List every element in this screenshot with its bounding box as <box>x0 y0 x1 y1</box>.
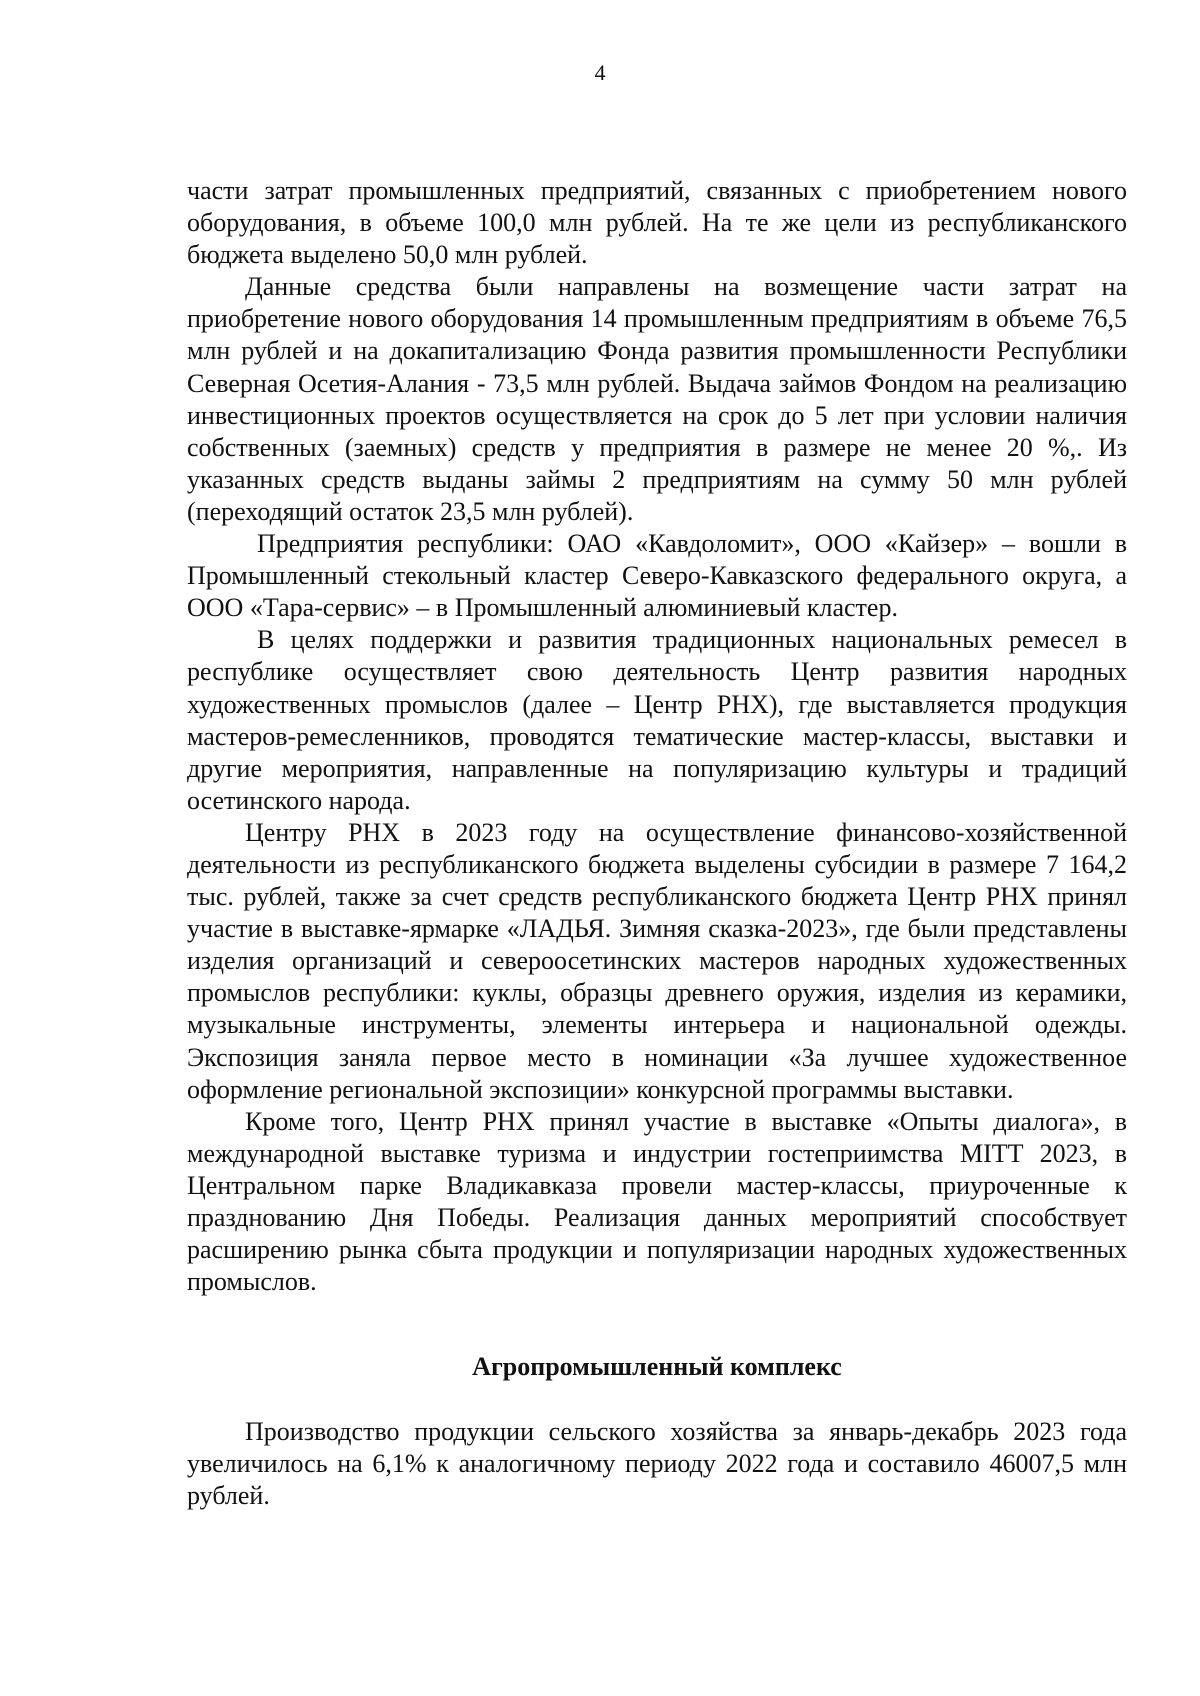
section-heading-agro: Агропромышленный комплекс <box>472 1352 842 1382</box>
document-body <box>187 175 1127 1513</box>
paragraph-agro-production: Производство продукции сельского хозяйства за январь-декабрь 2023 года увеличилось на 6,1% к аналогичному периоду 2022 года и составило 46007,5 млн рублей. <box>187 1417 1127 1511</box>
paragraph-equipment-costs: части затрат промышленных предприятий, связанных с приобретением нового оборудования, в объеме 100,0 млн рублей. На те же цели из республиканского бюджета выделено 50,0 млн рублей. <box>187 176 1127 270</box>
paragraph-clusters: Предприятия республики: ОАО «Кавдоломит», ООО «Кайзер» – вошли в Промышленный стекольный кластер Северо-Кавказского федерального округа, а ООО «Тара-сервис» – в Промышленный алюминиевый кластер. <box>187 529 1127 623</box>
paragraph-crafts-center: В целях поддержки и развития традиционных национальных ремесел в республике осуществляет свою деятельность Центр развития народных художественных промыслов (далее – Центр РНХ), где выставляется продукция мастеров-ремесленников, проводятся тематические мастер-классы, выставки и другие мероприятия, направленные на популяризацию культуры и традиций осетинского народа. <box>187 625 1127 815</box>
page-number: 4 <box>594 60 606 85</box>
paragraph-subsidies: Центру РНХ в 2023 году на осуществление финансово-хозяйственной деятельности из республиканского бюджета выделены субсидии в размере 7 164,2 тыс. рублей, также за счет средств республиканского бюджета Центр РНХ принял участие в выставке-ярмарке «ЛАДЬЯ. Зимняя сказка-2023», где были представлены изделия организаций и североосетинских мастеров народных художественных промыслов республики: куклы, образцы древнего оружия, изделия из керамики, музыкальные инструменты, элементы интерьера и национальной одежды. Экспозиция заняла первое место в номинации «За лучшее художественное оформление региональной экспозиции» конкурсной программы выставки. <box>187 817 1127 1104</box>
paragraph-industry-fund: Данные средства были направлены на возмещение части затрат на приобретение нового оборудования 14 промышленным предприятиям в объеме 76,5 млн рублей и на докапитализацию Фонда развития промышленности Республики Северная Осетия-Алания - 73,5 млн рублей. Выдача займов Фондом на реализацию инвестиционных проектов осуществляется на срок до 5 лет при условии наличия собственных (заемных) средств у предприятия в размере не менее 20 %,. Из указанных средств выданы займы 2 предприятиям на сумму 50 млн рублей (переходящий остаток 23,5 млн рублей). <box>187 272 1127 526</box>
paragraph-exhibitions: Кроме того, Центр РНХ принял участие в выставке «Опыты диалога», в международной выставке туризма и индустрии гостеприимства MITT 2023, в Центральном парке Владикавказа провели мастер-классы, приуроченные к празднованию Дня Победы. Реализация данных мероприятий способствует расширению рынка сбыта продукции и популяризации народных художественных промыслов. <box>187 1106 1127 1297</box>
